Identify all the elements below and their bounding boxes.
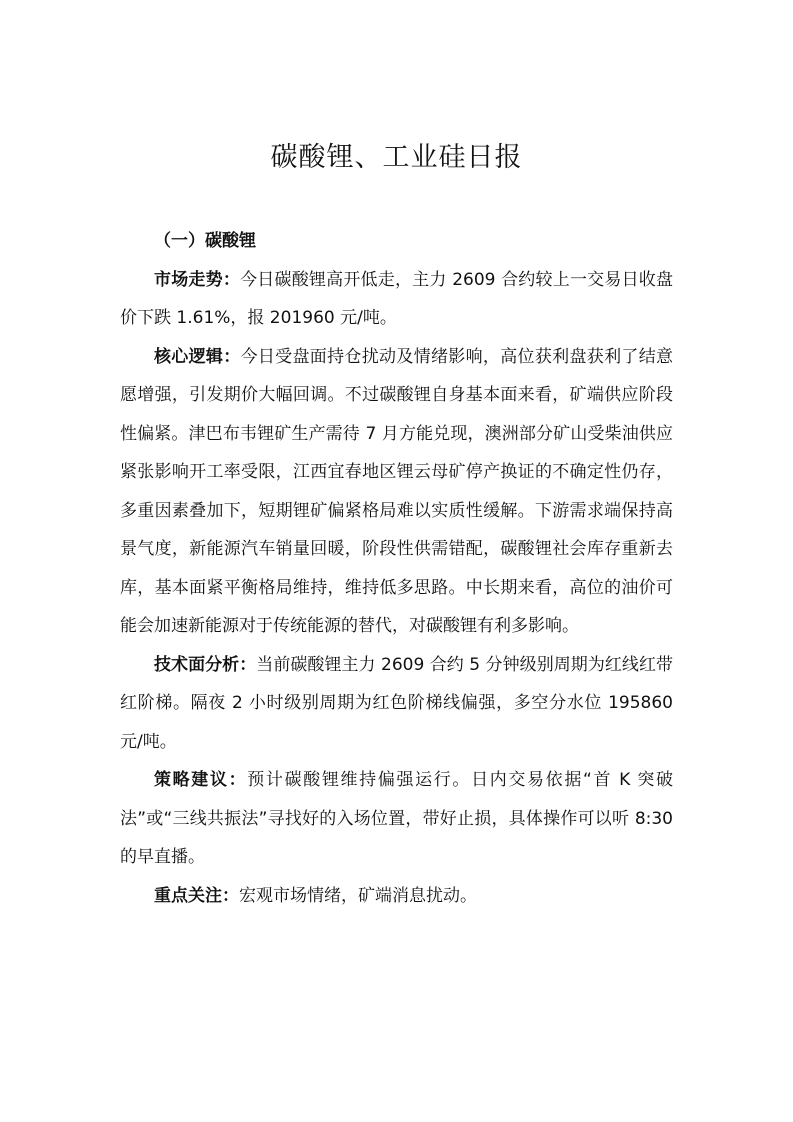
section-heading: （一）碳酸锂	[154, 231, 256, 251]
paragraph-technical-analysis	[120, 646, 673, 762]
paragraph-key-focus	[120, 877, 673, 916]
paragraph-label: 策略建议：	[154, 770, 248, 790]
paragraph-text: 预计碳酸锂维持偏强运行。日内交易依据“首 K 突破法”或“三线共振法”寻找好的入场位置，带好止损，具体操作可以听 8:30 的早直播。	[120, 770, 674, 867]
paragraph-label: 市场走势：	[154, 269, 241, 290]
paragraph-market-trend	[120, 261, 673, 338]
paragraph-label: 重点关注：	[154, 885, 239, 906]
paragraph-text: 当前碳酸锂主力 2609 合约 5 分钟级别周期为红线红带红阶梯。隔夜 2 小时级别周期为红色阶梯线偏强，多空分水位 195860 元/吨。	[120, 654, 674, 752]
paragraph-core-logic	[120, 338, 673, 646]
paragraph-strategy	[120, 761, 673, 877]
paragraph-text: 宏观市场情绪，矿端消息扰动。	[239, 885, 477, 906]
document-body	[120, 222, 673, 915]
paragraph-text: 今日碳酸锂高开低走，主力 2609 合约较上一交易日收盘价下跌 1.61%，报 201960 元/吨。	[120, 269, 673, 328]
paragraph-text: 今日受盘面持仓扰动及情绪影响，高位获利盘获利了结意愿增强，引发期价大幅回调。不过碳酸锂自身基本面来看，矿端供应阶段性偏紧。津巴布韦锂矿生产需待 7 月方能兑现，澳洲部分矿山受柴油供应紧张影响开工率受限，江西宜春地区锂云母矿停产换证的不确定性仍存，多重因素叠加下，短期锂矿偏紧格局难以实质性缓解。下游需求端保持高景气度，新能源汽车销量回暖，阶段性供需错配，碳酸锂社会库存重新去库，基本面紧平衡格局维持，维持低多思路。中长期来看，高位的油价可能会加速新能源对于传统能源的替代，对碳酸锂有利多影响。	[120, 346, 674, 636]
paragraph-label: 核心逻辑：	[154, 346, 241, 367]
page-title: 碳酸锂、工业硅日报	[270, 142, 523, 173]
paragraph-label: 技术面分析：	[154, 654, 257, 675]
